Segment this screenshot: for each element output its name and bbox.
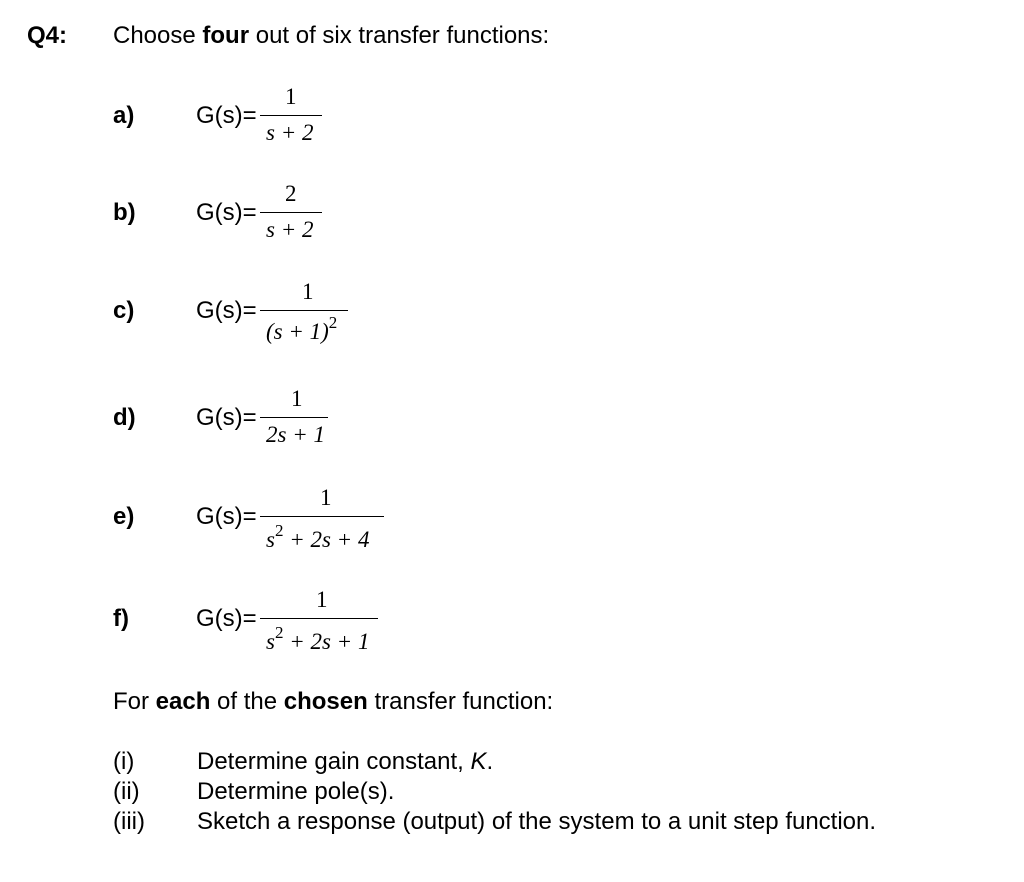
denominator-f-exp: 2: [274, 623, 284, 642]
denominator-b: [266, 217, 313, 243]
intro-text-1: Choose: [113, 22, 203, 49]
denominator-a-text: s + 2: [266, 120, 314, 145]
denominator-c-base: (s + 1): [266, 319, 329, 344]
function-lhs-c: G(s)=: [196, 297, 257, 324]
fraction-d: [258, 386, 398, 456]
function-lhs-f: G(s)=: [196, 605, 257, 632]
fraction-bar-e: [260, 516, 384, 517]
denominator-e: [266, 521, 370, 553]
instr-p3: transfer function:: [367, 688, 554, 715]
denominator-f-base: s: [266, 629, 275, 654]
denominator-c-exp: 2: [328, 313, 338, 332]
function-lhs-a: G(s)=: [196, 102, 257, 129]
numerator-d: 1: [291, 386, 303, 411]
fraction-bar-a: [260, 115, 322, 116]
instr-p2: of the: [210, 688, 284, 715]
fraction-bar-b: [260, 212, 322, 213]
function-lhs-b: G(s)=: [196, 199, 257, 226]
function-label-b: b): [113, 199, 136, 226]
task-text-ii: Determine pole(s).: [197, 778, 395, 805]
fraction-b: [258, 181, 398, 251]
function-lhs-e: G(s)=: [196, 503, 257, 530]
question-intro: [113, 22, 549, 50]
fraction-bar-f: [260, 618, 378, 619]
function-lhs-d: G(s)=: [196, 404, 257, 431]
function-label-e: e): [113, 503, 135, 530]
fraction-c: [258, 279, 398, 349]
numerator-b: 2: [285, 181, 297, 206]
denominator-d: [266, 422, 325, 448]
fraction-bar-d: [260, 417, 328, 418]
task-i-italic: K: [470, 748, 487, 775]
intro-bold: four: [202, 22, 250, 49]
intro-text-2: out of six transfer functions:: [249, 22, 550, 49]
question-number: Q4:: [27, 22, 68, 49]
denominator-c: [266, 313, 338, 345]
denominator-f: [266, 623, 370, 655]
denominator-e-base: s: [266, 527, 275, 552]
numerator-e: 1: [320, 485, 332, 510]
denominator-b-text: s + 2: [266, 217, 314, 242]
task-text-iii: Sketch a response (output) of the system to a unit step function.: [197, 808, 877, 835]
task-text-i: [197, 748, 493, 776]
function-label-c: c): [113, 297, 135, 324]
task-number-ii: (ii): [113, 778, 140, 805]
denominator-e-exp: 2: [274, 521, 284, 540]
numerator-f: 1: [316, 587, 328, 612]
function-label-f: f): [113, 605, 129, 632]
numerator-c: 1: [302, 279, 314, 304]
denominator-e-rest: + 2s + 4: [283, 527, 370, 552]
task-i-post: .: [486, 748, 494, 775]
task-i-text: Determine gain constant,: [197, 748, 471, 775]
function-label-d: d): [113, 404, 136, 431]
denominator-d-text: 2s + 1: [266, 422, 325, 447]
task-number-i: (i): [113, 748, 135, 775]
denominator-f-rest: + 2s + 1: [283, 629, 370, 654]
instruction-sentence: [113, 688, 553, 716]
instr-bold-each: each: [155, 688, 211, 715]
fraction-bar-c: [260, 310, 348, 311]
instr-bold-chosen: chosen: [283, 688, 368, 715]
fraction-f: [258, 587, 398, 657]
fraction-e: [258, 485, 398, 555]
instr-p1: For: [113, 688, 156, 715]
task-number-iii: (iii): [113, 808, 145, 835]
numerator-a: 1: [285, 84, 297, 109]
fraction-a: [258, 84, 398, 154]
denominator-a: [266, 120, 313, 146]
function-label-a: a): [113, 102, 135, 129]
